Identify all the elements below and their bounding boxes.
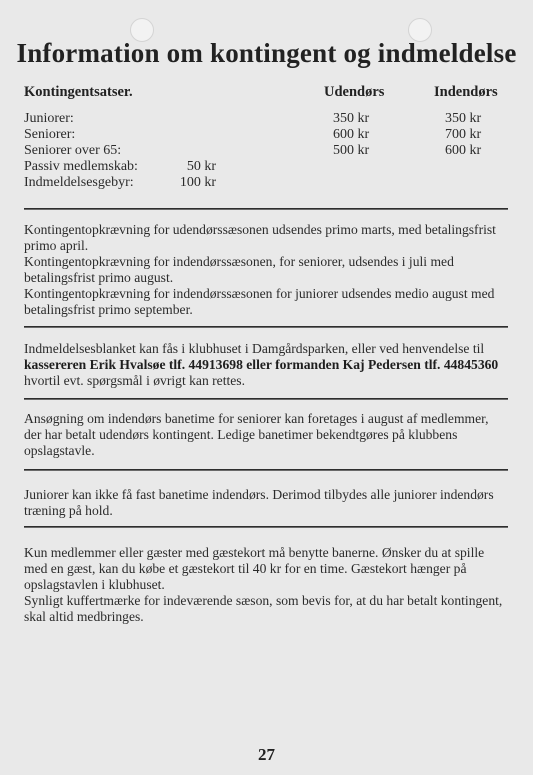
seniors-court-text: Ansøgning om indendørs banetime for seniorer kan foretages i august af medlemmer, der har betalt udendørs kontingent. Ledige banetimer bekendtgøres på klubbens opslagstavle. <box>24 411 489 458</box>
rate-label: Seniorer: <box>24 127 76 142</box>
signup-text-end: hvortil evt. spørgsmål i øvrigt kan rettes. <box>24 373 245 388</box>
divider <box>24 208 508 210</box>
rate-fee: 100 kr <box>179 175 216 190</box>
rates-table <box>24 111 504 191</box>
rate-row-passive <box>24 159 504 175</box>
signup-text-start: Indmeldelsesblanket kan fås i klubhuset i Damgårdsparken, eller ved henvendelse til <box>24 341 485 356</box>
billing-outdoor: Kontingentopkrævning for udendørssæsonen udsendes primo marts, med betalingsfrist primo april. <box>24 222 496 253</box>
rate-indoor: 700 kr <box>445 127 482 142</box>
guests-section <box>24 545 508 625</box>
divider <box>24 469 508 471</box>
rate-label: Seniorer over 65: <box>24 143 122 158</box>
column-header-outdoor: Udendørs <box>324 84 385 100</box>
divider <box>24 526 508 528</box>
signup-section <box>24 341 508 389</box>
juniors-court-section <box>24 487 508 519</box>
page-number: 27 <box>258 745 275 764</box>
page-title: Information om kontingent og indmeldelse <box>16 38 517 68</box>
rate-indoor: 600 kr <box>445 143 482 158</box>
billing-indoor-juniors: Kontingentopkrævning for indendørssæsonen for juniorer udsendes medio august med betalingsfrist primo september. <box>24 286 495 317</box>
rate-row-seniors <box>24 127 504 143</box>
column-header-indoor: Indendørs <box>434 84 498 100</box>
rate-row-juniors <box>24 111 504 127</box>
rate-outdoor: 500 kr <box>333 143 370 158</box>
rates-header-row <box>24 84 504 104</box>
divider <box>24 326 508 328</box>
rate-fee: 50 kr <box>186 159 216 174</box>
rate-outdoor: 350 kr <box>333 111 370 126</box>
rate-label: Indmeldelsesgebyr: <box>24 175 134 190</box>
divider <box>24 398 508 400</box>
luggage-tag-text: Synligt kuffertmærke for indeværende sæson, som bevis for, at du har betalt kontingent, skal altid medbringes. <box>24 593 503 624</box>
guests-text: Kun medlemmer eller gæster med gæstekort må benytte banerne. Ønsker du at spille med en gæst, kan du købe et gæstekort til 40 kr for en time. Gæstekort hænger på opslagstavlen i klubhuset. <box>24 545 485 592</box>
signup-contacts: kassereren Erik Hvalsøe tlf. 44913698 eller formanden Kaj Pedersen tlf. 44845360 <box>24 357 499 372</box>
rate-indoor: 350 kr <box>445 111 482 126</box>
seniors-court-section <box>24 411 508 459</box>
rate-row-seniors-over-65 <box>24 143 504 159</box>
juniors-court-text: Juniorer kan ikke få fast banetime indendørs. Derimod tilbydes alle juniorer indendørs træning på hold. <box>24 487 494 518</box>
rates-heading: Kontingentsatser. <box>24 84 133 100</box>
rate-label: Juniorer: <box>24 111 74 126</box>
billing-indoor-seniors: Kontingentopkrævning for indendørssæsonen, for seniorer, udsendes i juli med betalingsfrist primo august. <box>24 254 454 285</box>
rate-outdoor: 600 kr <box>333 127 370 142</box>
billing-section <box>24 222 508 318</box>
signup-text <box>24 341 508 389</box>
rate-label: Passiv medlemskab: <box>24 159 138 174</box>
rate-row-signup-fee <box>24 175 504 191</box>
